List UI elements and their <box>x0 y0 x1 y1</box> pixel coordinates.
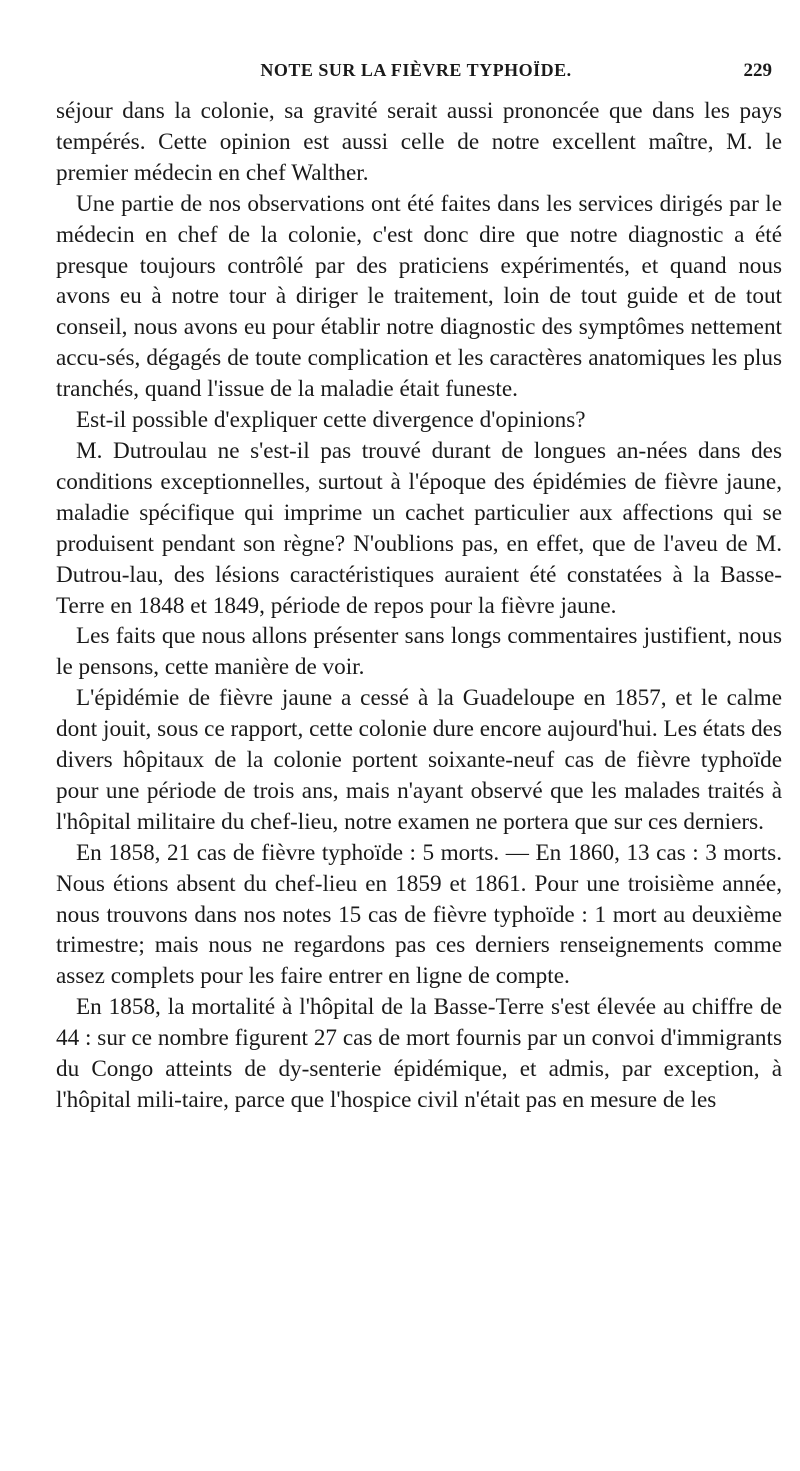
paragraph: En 1858, 21 cas de fièvre typhoïde : 5 morts. — En 1860, 13 cas : 3 morts. Nous étions absent du chef-lieu en 1859 et 1861. Pour une troisième année, nous trouvons dans nos notes 15 cas de fièvre typhoïde : 1 mort au deuxième trimestre; mais nous ne regardons pas ces derniers renseignements comme assez complets pour les faire entrer en ligne de compte. <box>56 839 782 990</box>
paragraph: M. Dutroulau ne s'est-il pas trouvé durant de longues an-nées dans des conditions exceptionnelles, surtout à l'époque des épidémies de fièvre jaune, maladie spécifique qui imprime un cachet particulier aux affections qui se produisent pendant son règne? N'oublions pas, en effet, que de l'aveu de M. Dutrou-lau, des lésions caractéristiques auraient été constatées à la Basse-Terre en 1848 et 1849, période de repos pour la fièvre jaune. <box>56 437 782 619</box>
paragraph: En 1858, la mortalité à l'hôpital de la Basse-Terre s'est élevée au chiffre de 44 : sur ce nombre figurent 27 cas de mort fournis par un convoi d'immigrants du Congo atteints de dy-senterie épidémique, et admis, par exception, à l'hôpital mili-taire, parce que l'hospice civil n'était pas en mesure de les <box>56 994 782 1113</box>
paragraph-continued: séjour dans la colonie, sa gravité serait aussi prononcée que dans les pays tempérés. Cette opinion est aussi celle de notre excellent maître, M. le premier médecin en chef Walther. <box>56 98 782 186</box>
page-number: 229 <box>743 60 772 81</box>
running-title: NOTE SUR LA FIÈVRE TYPHOÏDE. <box>260 60 572 80</box>
page-header <box>56 60 776 90</box>
paragraph: Est-il possible d'expliquer cette divergence d'opinions? <box>76 407 586 434</box>
paragraph: Une partie de nos observations ont été faites dans les services dirigés par le médecin en chef de la colonie, c'est donc dire que notre diagnostic a été presque toujours contrôlé par des praticiens expérimentés, et quand nous avons eu à notre tour à diriger le traitement, loin de tout guide et de tout conseil, nous avons eu pour établir notre diagnostic des symptômes nettement accu-sés, dégagés de toute complication et les caractères anatomiques les plus tranchés, quand l'issue de la maladie était funeste. <box>56 190 782 403</box>
paragraph: Les faits que nous allons présenter sans longs commentaires justifient, nous le pensons, cette manière de voir. <box>56 623 782 681</box>
paragraph: L'épidémie de fièvre jaune a cessé à la Guadeloupe en 1857, et le calme dont jouit, sous ce rapport, cette colonie dure encore aujourd'hui. Les états des divers hôpitaux de la colonie portent soixante-neuf cas de fièvre typhoïde pour une période de trois ans, mais n'ayant observé que les malades traités à l'hôpital militaire du chef-lieu, notre examen ne portera que sur ces derniers. <box>56 685 782 835</box>
body-text <box>56 96 782 1116</box>
